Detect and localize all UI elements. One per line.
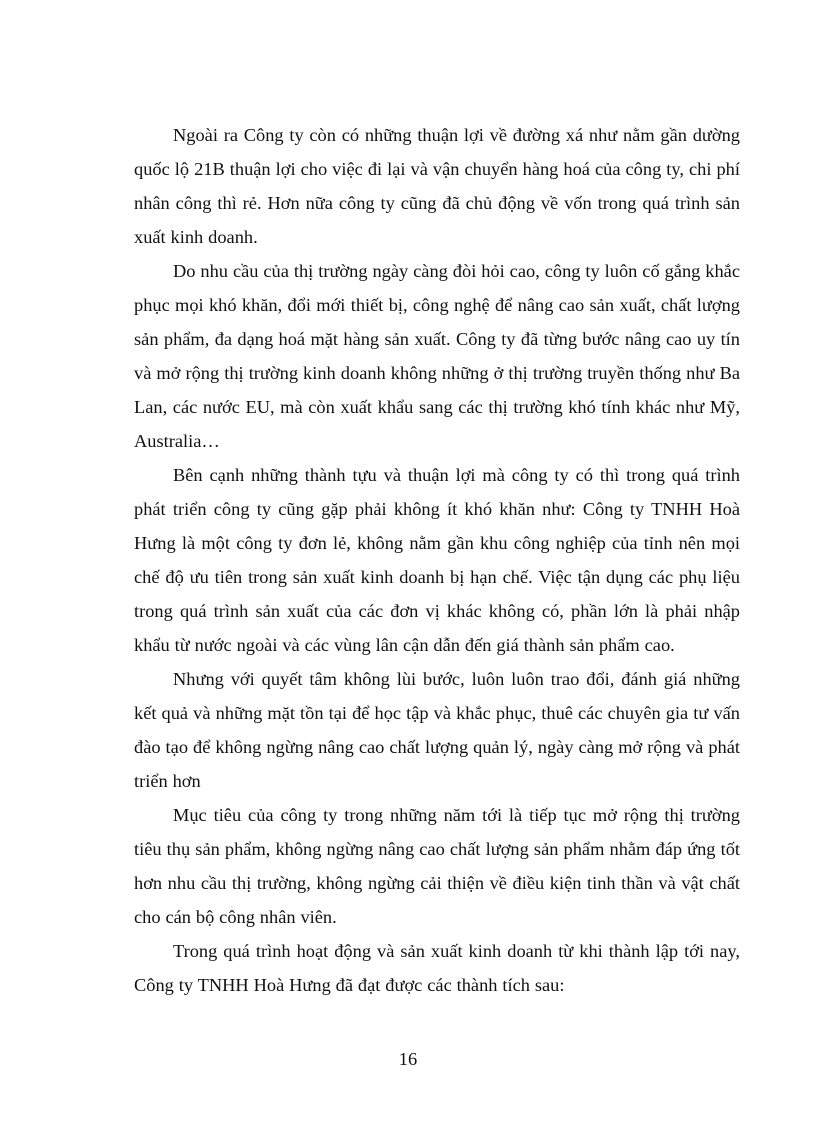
page-number: 16	[398, 1049, 418, 1069]
paragraph-3: Bên cạnh những thành tựu và thuận lợi mà công ty có thì trong quá trình phát triển công ty cũng gặp phải không ít khó khăn như: Công ty TNHH Hoà Hưng là một công ty đơn lẻ, không nằm gần khu công nghiệp của tỉnh nên mọi chế độ ưu tiên trong sản xuất kinh doanh bị hạn chế. Việc tận dụng các phụ liệu trong quá trình sản xuất của các đơn vị khác không có, phần lớn là phải nhập khẩu từ nước ngoài và các vùng lân cận dẫn đến giá thành sản phẩm cao.	[134, 465, 740, 655]
paragraph-4: Nhưng với quyết tâm không lùi bước, luôn luôn trao đổi, đánh giá những kết quả và những mặt tồn tại để học tập và khắc phục, thuê các chuyên gia tư vấn đào tạo để không ngừng nâng cao chất lượng quản lý, ngày càng mở rộng và phát triển hơn	[134, 669, 740, 791]
document-body	[134, 118, 740, 1002]
paragraph-2: Do nhu cầu của thị trường ngày càng đòi hỏi cao, công ty luôn cố gắng khắc phục mọi khó khăn, đổi mới thiết bị, công nghệ để nâng cao sản xuất, chất lượng sản phẩm, đa dạng hoá mặt hàng sản xuất. Công ty đã từng bước nâng cao uy tín và mở rộng thị trường kinh doanh không những ở thị trường truyền thống như Ba Lan, các nước EU, mà còn xuất khẩu sang các thị trường khó tính khác như Mỹ, Australia…	[134, 261, 740, 451]
paragraph-1: Ngoài ra Công ty còn có những thuận lợi về đường xá như nằm gần dường quốc lộ 21B thuận lợi cho việc đi lại và vận chuyển hàng hoá của công ty, chi phí nhân công thì rẻ. Hơn nữa công ty cũng đã chủ động về vốn trong quá trình sản xuất kinh doanh.	[134, 125, 740, 247]
paragraph-6: Trong quá trình hoạt động và sản xuất kinh doanh từ khi thành lập tới nay, Công ty TNHH Hoà Hưng đã đạt được các thành tích sau:	[134, 941, 740, 995]
paragraph-5: Mục tiêu của công ty trong những năm tới là tiếp tục mở rộng thị trường tiêu thụ sản phẩm, không ngừng nâng cao chất lượng sản phẩm nhằm đáp ứng tốt hơn nhu cầu thị trường, không ngừng cải thiện về điều kiện tinh thần và vật chất cho cán bộ công nhân viên.	[134, 805, 740, 927]
